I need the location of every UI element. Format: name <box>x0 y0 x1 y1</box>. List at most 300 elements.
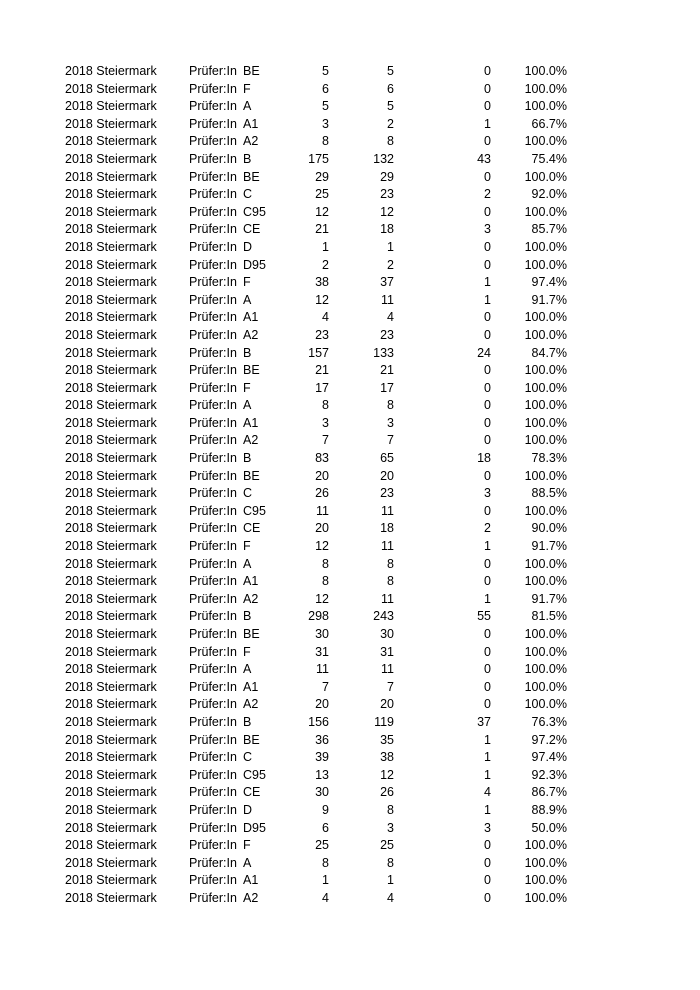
total-count-cell: 8 <box>322 855 329 870</box>
region-year-cell: 2018 Steiermark <box>65 574 157 589</box>
examiner-role-cell: Prüfer:In <box>189 451 237 466</box>
table-row <box>0 837 700 855</box>
failed-count-cell: 0 <box>484 679 491 694</box>
passed-count-cell: 21 <box>380 363 394 378</box>
examiner-role-cell: Prüfer:In <box>189 838 237 853</box>
failed-count-cell: 0 <box>484 380 491 395</box>
total-count-cell: 11 <box>316 662 329 677</box>
examiner-role-cell: Prüfer:In <box>189 855 237 870</box>
table-row <box>0 767 700 785</box>
table-row <box>0 573 700 591</box>
examiner-role-cell: Prüfer:In <box>189 556 237 571</box>
examiner-role-cell: Prüfer:In <box>189 310 237 325</box>
table-row <box>0 327 700 345</box>
pass-rate-cell: 100.0% <box>524 257 567 272</box>
total-count-cell: 26 <box>315 486 329 501</box>
license-class-cell: C <box>243 187 253 202</box>
failed-count-cell: 0 <box>484 398 491 413</box>
pass-rate-cell: 81.5% <box>531 609 567 624</box>
examiner-role-cell: Prüfer:In <box>189 64 237 78</box>
examiner-role-cell: Prüfer:In <box>189 468 237 483</box>
license-class-cell: F <box>243 275 251 290</box>
failed-count-cell: 37 <box>477 714 491 729</box>
region-year-cell: 2018 Steiermark <box>65 134 157 149</box>
total-count-cell: 83 <box>315 451 329 466</box>
passed-count-cell: 38 <box>380 750 394 765</box>
pass-rate-cell: 100.0% <box>524 310 567 325</box>
pass-rate-cell: 91.7% <box>531 539 567 554</box>
total-count-cell: 25 <box>315 838 329 853</box>
total-count-cell: 30 <box>315 785 329 800</box>
passed-count-cell: 11 <box>381 662 394 677</box>
license-class-cell: A1 <box>243 415 259 430</box>
table-row <box>0 274 700 292</box>
failed-count-cell: 1 <box>484 591 491 606</box>
total-count-cell: 20 <box>315 468 329 483</box>
total-count-cell: 25 <box>315 187 329 202</box>
passed-count-cell: 119 <box>374 714 394 729</box>
region-year-cell: 2018 Steiermark <box>65 521 157 536</box>
pass-rate-cell: 84.7% <box>531 345 567 360</box>
pass-rate-cell: 100.0% <box>524 239 567 254</box>
table-row <box>0 415 700 433</box>
examiner-role-cell: Prüfer:In <box>189 257 237 272</box>
table-row <box>0 732 700 750</box>
region-year-cell: 2018 Steiermark <box>65 539 157 554</box>
table-row <box>0 309 700 327</box>
region-year-cell: 2018 Steiermark <box>65 556 157 571</box>
pass-rate-cell: 100.0% <box>524 627 567 641</box>
examiner-role-cell: Prüfer:In <box>189 486 237 501</box>
passed-count-cell: 12 <box>380 767 394 782</box>
examiner-role-cell: Prüfer:In <box>189 767 237 782</box>
passed-count-cell: 30 <box>380 627 394 641</box>
passed-count-cell: 8 <box>387 574 394 589</box>
total-count-cell: 9 <box>322 802 329 817</box>
passed-count-cell: 6 <box>387 81 394 96</box>
total-count-cell: 13 <box>315 767 329 782</box>
passed-count-cell: 3 <box>387 415 394 430</box>
examiner-role-cell: Prüfer:In <box>189 714 237 729</box>
examiner-role-cell: Prüfer:In <box>189 750 237 765</box>
region-year-cell: 2018 Steiermark <box>65 380 157 395</box>
license-class-cell: A2 <box>243 890 259 905</box>
passed-count-cell: 8 <box>387 802 394 817</box>
region-year-cell: 2018 Steiermark <box>65 714 157 729</box>
passed-count-cell: 8 <box>387 855 394 870</box>
failed-count-cell: 0 <box>484 627 491 641</box>
pass-rate-cell: 78.3% <box>531 451 567 466</box>
examiner-role-cell: Prüfer:In <box>189 275 237 290</box>
pass-rate-cell: 100.0% <box>524 662 567 677</box>
examiner-role-cell: Prüfer:In <box>189 574 237 589</box>
failed-count-cell: 0 <box>484 64 491 78</box>
pass-rate-cell: 100.0% <box>524 380 567 395</box>
license-class-cell: BE <box>243 468 260 483</box>
table-row <box>0 608 700 626</box>
examiner-role-cell: Prüfer:In <box>189 732 237 747</box>
passed-count-cell: 65 <box>380 451 394 466</box>
failed-count-cell: 1 <box>484 275 491 290</box>
table-row <box>0 626 700 644</box>
table-row <box>0 133 700 151</box>
region-year-cell: 2018 Steiermark <box>65 187 157 202</box>
total-count-cell: 6 <box>322 820 329 835</box>
pass-rate-cell: 100.0% <box>524 363 567 378</box>
table-row <box>0 503 700 521</box>
passed-count-cell: 20 <box>380 468 394 483</box>
failed-count-cell: 0 <box>484 239 491 254</box>
failed-count-cell: 0 <box>484 415 491 430</box>
total-count-cell: 1 <box>322 239 329 254</box>
pass-rate-cell: 100.0% <box>524 415 567 430</box>
license-class-cell: A <box>243 398 252 413</box>
total-count-cell: 8 <box>322 556 329 571</box>
table-row <box>0 345 700 363</box>
total-count-cell: 38 <box>315 275 329 290</box>
license-class-cell: BE <box>243 627 260 641</box>
license-class-cell: F <box>243 838 251 853</box>
failed-count-cell: 4 <box>484 785 491 800</box>
table-row <box>0 239 700 257</box>
region-year-cell: 2018 Steiermark <box>65 327 157 342</box>
license-class-cell: BE <box>243 732 260 747</box>
pass-rate-cell: 100.0% <box>524 855 567 870</box>
failed-count-cell: 0 <box>484 556 491 571</box>
region-year-cell: 2018 Steiermark <box>65 838 157 853</box>
examiner-role-cell: Prüfer:In <box>189 890 237 905</box>
license-class-cell: C95 <box>243 204 266 219</box>
table-row <box>0 169 700 187</box>
examiner-role-cell: Prüfer:In <box>189 116 237 131</box>
table-row <box>0 362 700 380</box>
license-class-cell: CE <box>243 222 261 237</box>
pass-rate-cell: 100.0% <box>524 697 567 712</box>
total-count-cell: 21 <box>315 363 329 378</box>
total-count-cell: 2 <box>322 257 329 272</box>
examiner-role-cell: Prüfer:In <box>189 415 237 430</box>
table-row <box>0 257 700 275</box>
failed-count-cell: 0 <box>484 574 491 589</box>
region-year-cell: 2018 Steiermark <box>65 802 157 817</box>
passed-count-cell: 8 <box>387 556 394 571</box>
passed-count-cell: 25 <box>380 838 394 853</box>
region-year-cell: 2018 Steiermark <box>65 767 157 782</box>
examiner-role-cell: Prüfer:In <box>189 609 237 624</box>
examiner-role-cell: Prüfer:In <box>189 380 237 395</box>
failed-count-cell: 1 <box>484 767 491 782</box>
region-year-cell: 2018 Steiermark <box>65 732 157 747</box>
region-year-cell: 2018 Steiermark <box>65 644 157 659</box>
examiner-role-cell: Prüfer:In <box>189 398 237 413</box>
pass-rate-cell: 100.0% <box>524 134 567 149</box>
table-row <box>0 151 700 169</box>
region-year-cell: 2018 Steiermark <box>65 415 157 430</box>
total-count-cell: 5 <box>322 99 329 114</box>
total-count-cell: 12 <box>315 292 329 307</box>
table-row <box>0 538 700 556</box>
total-count-cell: 21 <box>315 222 329 237</box>
examiner-role-cell: Prüfer:In <box>189 802 237 817</box>
pass-rate-cell: 50.0% <box>531 820 567 835</box>
failed-count-cell: 0 <box>484 838 491 853</box>
failed-count-cell: 0 <box>484 327 491 342</box>
region-year-cell: 2018 Steiermark <box>65 609 157 624</box>
region-year-cell: 2018 Steiermark <box>65 222 157 237</box>
examiner-role-cell: Prüfer:In <box>189 292 237 307</box>
examiner-role-cell: Prüfer:In <box>189 433 237 448</box>
license-class-cell: A <box>243 855 252 870</box>
passed-count-cell: 11 <box>381 539 394 554</box>
pass-rate-cell: 100.0% <box>524 890 567 905</box>
table-row <box>0 221 700 239</box>
passed-count-cell: 23 <box>380 187 394 202</box>
pass-rate-cell: 100.0% <box>524 556 567 571</box>
region-year-cell: 2018 Steiermark <box>65 239 157 254</box>
total-count-cell: 3 <box>322 415 329 430</box>
pass-rate-cell: 100.0% <box>524 468 567 483</box>
pass-rate-cell: 100.0% <box>524 873 567 888</box>
passed-count-cell: 29 <box>380 169 394 184</box>
failed-count-cell: 3 <box>484 222 491 237</box>
pass-rate-cell: 88.9% <box>531 802 567 817</box>
region-year-cell: 2018 Steiermark <box>65 257 157 272</box>
license-class-cell: BE <box>243 169 260 184</box>
license-class-cell: F <box>243 380 251 395</box>
pass-rate-cell: 85.7% <box>531 222 567 237</box>
passed-count-cell: 8 <box>387 134 394 149</box>
license-class-cell: A1 <box>243 873 259 888</box>
region-year-cell: 2018 Steiermark <box>65 398 157 413</box>
region-year-cell: 2018 Steiermark <box>65 750 157 765</box>
failed-count-cell: 1 <box>484 292 491 307</box>
passed-count-cell: 20 <box>380 697 394 712</box>
pass-rate-cell: 97.4% <box>531 750 567 765</box>
examiner-role-cell: Prüfer:In <box>189 503 237 518</box>
total-count-cell: 36 <box>315 732 329 747</box>
passed-count-cell: 11 <box>381 292 394 307</box>
pass-rate-cell: 100.0% <box>524 64 567 78</box>
passed-count-cell: 35 <box>380 732 394 747</box>
examiner-role-cell: Prüfer:In <box>189 169 237 184</box>
license-class-cell: C95 <box>243 503 266 518</box>
license-class-cell: BE <box>243 363 260 378</box>
region-year-cell: 2018 Steiermark <box>65 451 157 466</box>
failed-count-cell: 1 <box>484 539 491 554</box>
examiner-role-cell: Prüfer:In <box>189 521 237 536</box>
failed-count-cell: 55 <box>477 609 491 624</box>
region-year-cell: 2018 Steiermark <box>65 151 157 166</box>
license-class-cell: CE <box>243 785 261 800</box>
table-row <box>0 485 700 503</box>
total-count-cell: 298 <box>308 609 329 624</box>
examiner-role-cell: Prüfer:In <box>189 697 237 712</box>
license-class-cell: D <box>243 802 253 817</box>
region-year-cell: 2018 Steiermark <box>65 855 157 870</box>
passed-count-cell: 18 <box>380 222 394 237</box>
region-year-cell: 2018 Steiermark <box>65 591 157 606</box>
passed-count-cell: 23 <box>380 486 394 501</box>
pass-rate-cell: 76.3% <box>531 714 567 729</box>
pass-rate-cell: 92.3% <box>531 767 567 782</box>
pass-rate-cell: 100.0% <box>524 327 567 342</box>
license-class-cell: A2 <box>243 134 259 149</box>
region-year-cell: 2018 Steiermark <box>65 785 157 800</box>
examiner-role-cell: Prüfer:In <box>189 99 237 114</box>
total-count-cell: 31 <box>315 644 329 659</box>
license-class-cell: A2 <box>243 697 259 712</box>
total-count-cell: 8 <box>322 134 329 149</box>
failed-count-cell: 0 <box>484 433 491 448</box>
pass-rate-cell: 100.0% <box>524 169 567 184</box>
total-count-cell: 156 <box>308 714 329 729</box>
pass-rate-cell: 66.7% <box>531 116 567 131</box>
license-class-cell: A <box>243 556 252 571</box>
examiner-role-cell: Prüfer:In <box>189 222 237 237</box>
passed-count-cell: 3 <box>387 820 394 835</box>
passed-count-cell: 37 <box>380 275 394 290</box>
license-class-cell: A1 <box>243 116 259 131</box>
failed-count-cell: 3 <box>484 486 491 501</box>
failed-count-cell: 24 <box>477 345 491 360</box>
license-class-cell: F <box>243 81 251 96</box>
passed-count-cell: 8 <box>387 398 394 413</box>
examiner-role-cell: Prüfer:In <box>189 81 237 96</box>
region-year-cell: 2018 Steiermark <box>65 468 157 483</box>
region-year-cell: 2018 Steiermark <box>65 345 157 360</box>
table-row <box>0 520 700 538</box>
failed-count-cell: 0 <box>484 855 491 870</box>
pass-rate-cell: 91.7% <box>531 591 567 606</box>
license-class-cell: CE <box>243 521 261 536</box>
pass-rate-cell: 100.0% <box>524 204 567 219</box>
table-row <box>0 63 700 81</box>
pass-rate-cell: 90.0% <box>531 521 567 536</box>
examiner-role-cell: Prüfer:In <box>189 644 237 659</box>
pass-rate-cell: 86.7% <box>531 785 567 800</box>
pass-rate-cell: 100.0% <box>524 838 567 853</box>
region-year-cell: 2018 Steiermark <box>65 310 157 325</box>
license-class-cell: F <box>243 644 251 659</box>
pass-rate-cell: 100.0% <box>524 574 567 589</box>
table-row <box>0 397 700 415</box>
passed-count-cell: 1 <box>387 873 394 888</box>
examiner-role-cell: Prüfer:In <box>189 539 237 554</box>
passed-count-cell: 18 <box>380 521 394 536</box>
passed-count-cell: 17 <box>380 380 394 395</box>
examiner-role-cell: Prüfer:In <box>189 363 237 378</box>
examiner-role-cell: Prüfer:In <box>189 187 237 202</box>
examiner-role-cell: Prüfer:In <box>189 151 237 166</box>
total-count-cell: 11 <box>316 503 329 518</box>
examiner-role-cell: Prüfer:In <box>189 679 237 694</box>
region-year-cell: 2018 Steiermark <box>65 873 157 888</box>
region-year-cell: 2018 Steiermark <box>65 890 157 905</box>
passed-count-cell: 31 <box>380 644 394 659</box>
failed-count-cell: 0 <box>484 662 491 677</box>
total-count-cell: 12 <box>315 539 329 554</box>
table-row <box>0 292 700 310</box>
total-count-cell: 5 <box>322 64 329 78</box>
license-class-cell: A2 <box>243 591 259 606</box>
total-count-cell: 23 <box>315 327 329 342</box>
license-class-cell: C95 <box>243 767 266 782</box>
region-year-cell: 2018 Steiermark <box>65 99 157 114</box>
license-class-cell: BE <box>243 64 260 78</box>
total-count-cell: 7 <box>322 679 329 694</box>
total-count-cell: 175 <box>308 151 329 166</box>
region-year-cell: 2018 Steiermark <box>65 627 157 641</box>
total-count-cell: 30 <box>315 627 329 641</box>
table-row <box>0 890 700 908</box>
table-row <box>0 820 700 838</box>
table-row <box>0 380 700 398</box>
total-count-cell: 6 <box>322 81 329 96</box>
pass-rate-cell: 92.0% <box>531 187 567 202</box>
failed-count-cell: 3 <box>484 820 491 835</box>
table-row <box>0 204 700 222</box>
license-class-cell: D95 <box>243 820 266 835</box>
total-count-cell: 1 <box>322 873 329 888</box>
region-year-cell: 2018 Steiermark <box>65 204 157 219</box>
failed-count-cell: 0 <box>484 697 491 712</box>
table-row <box>0 749 700 767</box>
passed-count-cell: 5 <box>387 64 394 78</box>
license-class-cell: A <box>243 292 252 307</box>
examiner-role-cell: Prüfer:In <box>189 345 237 360</box>
table-row <box>0 450 700 468</box>
table-row <box>0 855 700 873</box>
passed-count-cell: 243 <box>373 609 394 624</box>
passed-count-cell: 5 <box>387 99 394 114</box>
table-row <box>0 81 700 99</box>
region-year-cell: 2018 Steiermark <box>65 292 157 307</box>
examiner-role-cell: Prüfer:In <box>189 662 237 677</box>
region-year-cell: 2018 Steiermark <box>65 81 157 96</box>
failed-count-cell: 0 <box>484 363 491 378</box>
passed-count-cell: 1 <box>387 239 394 254</box>
pass-rate-cell: 91.7% <box>531 292 567 307</box>
passed-count-cell: 4 <box>387 310 394 325</box>
total-count-cell: 12 <box>315 591 329 606</box>
total-count-cell: 29 <box>315 169 329 184</box>
passed-count-cell: 2 <box>387 116 394 131</box>
total-count-cell: 4 <box>322 890 329 905</box>
table-row <box>0 802 700 820</box>
total-count-cell: 20 <box>315 697 329 712</box>
passed-count-cell: 23 <box>380 327 394 342</box>
spreadsheet-table <box>0 63 700 908</box>
failed-count-cell: 0 <box>484 310 491 325</box>
failed-count-cell: 0 <box>484 81 491 96</box>
total-count-cell: 157 <box>308 345 329 360</box>
license-class-cell: B <box>243 151 252 166</box>
license-class-cell: A2 <box>243 327 259 342</box>
examiner-role-cell: Prüfer:In <box>189 785 237 800</box>
examiner-role-cell: Prüfer:In <box>189 820 237 835</box>
table-row <box>0 432 700 450</box>
passed-count-cell: 11 <box>381 591 394 606</box>
failed-count-cell: 0 <box>484 134 491 149</box>
license-class-cell: B <box>243 345 252 360</box>
region-year-cell: 2018 Steiermark <box>65 169 157 184</box>
license-class-cell: D95 <box>243 257 266 272</box>
failed-count-cell: 18 <box>477 451 491 466</box>
region-year-cell: 2018 Steiermark <box>65 503 157 518</box>
table-row <box>0 696 700 714</box>
failed-count-cell: 0 <box>484 503 491 518</box>
passed-count-cell: 2 <box>387 257 394 272</box>
